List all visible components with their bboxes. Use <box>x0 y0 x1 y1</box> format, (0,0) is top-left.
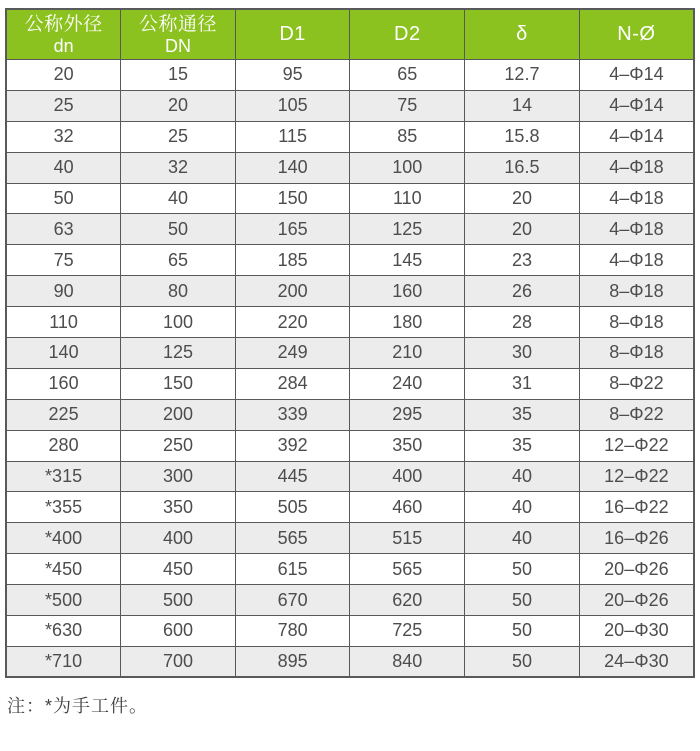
table-cell: 140 <box>235 152 350 183</box>
table-cell: *400 <box>6 523 121 554</box>
table-cell: 700 <box>121 646 236 677</box>
table-cell: 160 <box>350 276 465 307</box>
table-cell: 35 <box>465 399 580 430</box>
table-cell: 20 <box>465 214 580 245</box>
table-cell: 300 <box>121 461 236 492</box>
table-cell: 16–Φ22 <box>579 492 694 523</box>
table-cell: 31 <box>465 368 580 399</box>
table-cell: 65 <box>121 245 236 276</box>
table-cell: 840 <box>350 646 465 677</box>
table-cell: 50 <box>465 616 580 647</box>
table-cell: 28 <box>465 307 580 338</box>
table-cell: 80 <box>121 276 236 307</box>
column-subtitle: dn <box>53 35 74 56</box>
table-cell: 4–Φ14 <box>579 60 694 91</box>
table-cell: 15.8 <box>465 121 580 152</box>
table-cell: 14 <box>465 90 580 121</box>
table-cell: 50 <box>465 646 580 677</box>
column-subtitle: DN <box>164 35 191 56</box>
table-row <box>6 368 694 399</box>
table-cell: 565 <box>350 554 465 585</box>
table-cell: 65 <box>350 60 465 91</box>
table-cell: 26 <box>465 276 580 307</box>
table-cell: 600 <box>121 616 236 647</box>
table-cell: 20–Φ30 <box>579 616 694 647</box>
footnote: 注：*为手工件。 <box>7 696 149 717</box>
table-cell: 400 <box>121 523 236 554</box>
table-cell: 4–Φ14 <box>579 121 694 152</box>
table-cell: 20 <box>121 90 236 121</box>
table-cell: 4–Φ18 <box>579 183 694 214</box>
table-cell: 200 <box>121 399 236 430</box>
table-cell: 515 <box>350 523 465 554</box>
table-cell: 75 <box>6 245 121 276</box>
table-body <box>6 60 694 678</box>
table-cell: 445 <box>235 461 350 492</box>
table-cell: 16.5 <box>465 152 580 183</box>
table-cell: 12.7 <box>465 60 580 91</box>
table-cell: 225 <box>6 399 121 430</box>
table-row <box>6 585 694 616</box>
table-cell: 339 <box>235 399 350 430</box>
table-cell: 284 <box>235 368 350 399</box>
column-header-0 <box>6 9 121 60</box>
table-cell: 165 <box>235 214 350 245</box>
table-cell: *355 <box>6 492 121 523</box>
header-row <box>6 9 694 60</box>
table-row <box>6 338 694 369</box>
table-cell: 565 <box>235 523 350 554</box>
table-cell: 23 <box>465 245 580 276</box>
table-cell: 725 <box>350 616 465 647</box>
column-header-5 <box>579 9 694 60</box>
table-cell: 20 <box>6 60 121 91</box>
table-row <box>6 276 694 307</box>
table-cell: 40 <box>465 492 580 523</box>
table-cell: 50 <box>6 183 121 214</box>
table-cell: 140 <box>6 338 121 369</box>
column-title: 公称通径 <box>138 13 217 35</box>
column-title: δ <box>516 23 528 45</box>
table-cell: 505 <box>235 492 350 523</box>
table-row <box>6 461 694 492</box>
table-cell: 8–Φ18 <box>579 338 694 369</box>
table-cell: 25 <box>121 121 236 152</box>
column-title: D2 <box>394 23 421 45</box>
table-cell: 615 <box>235 554 350 585</box>
table-cell: 85 <box>350 121 465 152</box>
table-cell: 15 <box>121 60 236 91</box>
table-cell: 500 <box>121 585 236 616</box>
table-cell: 75 <box>350 90 465 121</box>
table-cell: 249 <box>235 338 350 369</box>
table-cell: 63 <box>6 214 121 245</box>
table-row <box>6 121 694 152</box>
column-header-2 <box>235 9 350 60</box>
table-cell: 280 <box>6 430 121 461</box>
column-header-3 <box>350 9 465 60</box>
table-cell: 30 <box>465 338 580 369</box>
table-cell: 24–Φ30 <box>579 646 694 677</box>
table-row <box>6 430 694 461</box>
table-cell: 50 <box>465 585 580 616</box>
table-cell: 35 <box>465 430 580 461</box>
table-row <box>6 183 694 214</box>
table-cell: 8–Φ18 <box>579 276 694 307</box>
table-cell: 50 <box>465 554 580 585</box>
dimension-spec-table <box>5 8 695 678</box>
table-cell: 145 <box>350 245 465 276</box>
table-cell: 400 <box>350 461 465 492</box>
table-cell: 20–Φ26 <box>579 554 694 585</box>
table-cell: 100 <box>121 307 236 338</box>
table-cell: 180 <box>350 307 465 338</box>
column-title: D1 <box>279 23 306 45</box>
table-cell: 250 <box>121 430 236 461</box>
table-row <box>6 616 694 647</box>
column-title: N-Ø <box>617 23 656 45</box>
table-cell: 32 <box>6 121 121 152</box>
table-cell: 8–Φ18 <box>579 307 694 338</box>
table-cell: 12–Φ22 <box>579 461 694 492</box>
column-header-4 <box>465 9 580 60</box>
table-cell: 4–Φ14 <box>579 90 694 121</box>
table-cell: 40 <box>6 152 121 183</box>
table-cell: 40 <box>121 183 236 214</box>
table-cell: 95 <box>235 60 350 91</box>
table-row <box>6 646 694 677</box>
table-row <box>6 399 694 430</box>
table-cell: 16–Φ26 <box>579 523 694 554</box>
table-cell: 8–Φ22 <box>579 368 694 399</box>
table-row <box>6 90 694 121</box>
table-cell: 150 <box>121 368 236 399</box>
table-row <box>6 307 694 338</box>
column-title: 公称外径 <box>24 13 103 35</box>
table-cell: 392 <box>235 430 350 461</box>
table-row <box>6 214 694 245</box>
table-cell: 110 <box>350 183 465 214</box>
table-cell: 670 <box>235 585 350 616</box>
table-cell: 8–Φ22 <box>579 399 694 430</box>
table-cell: 4–Φ18 <box>579 214 694 245</box>
table-cell: 240 <box>350 368 465 399</box>
table-cell: 160 <box>6 368 121 399</box>
table-cell: 200 <box>235 276 350 307</box>
table-cell: 20 <box>465 183 580 214</box>
table-cell: 32 <box>121 152 236 183</box>
table-cell: 25 <box>6 90 121 121</box>
table-cell: 460 <box>350 492 465 523</box>
table-cell: 125 <box>121 338 236 369</box>
table-cell: 185 <box>235 245 350 276</box>
table-cell: 4–Φ18 <box>579 245 694 276</box>
table-cell: 40 <box>465 461 580 492</box>
table-cell: 125 <box>350 214 465 245</box>
table-row <box>6 523 694 554</box>
table-row <box>6 492 694 523</box>
table-cell: 100 <box>350 152 465 183</box>
table-cell: 40 <box>465 523 580 554</box>
table-cell: 295 <box>350 399 465 430</box>
table-cell: 50 <box>121 214 236 245</box>
table-row <box>6 245 694 276</box>
table-cell: 350 <box>350 430 465 461</box>
table-cell: *450 <box>6 554 121 585</box>
table-row <box>6 60 694 91</box>
table-cell: 110 <box>6 307 121 338</box>
table-row <box>6 554 694 585</box>
table-cell: 620 <box>350 585 465 616</box>
table-cell: 450 <box>121 554 236 585</box>
table-header <box>6 9 694 60</box>
table-cell: *710 <box>6 646 121 677</box>
table-cell: 4–Φ18 <box>579 152 694 183</box>
table-cell: 895 <box>235 646 350 677</box>
table-cell: 780 <box>235 616 350 647</box>
table-cell: 210 <box>350 338 465 369</box>
table-cell: *500 <box>6 585 121 616</box>
table-cell: 220 <box>235 307 350 338</box>
table-cell: 12–Φ22 <box>579 430 694 461</box>
table-cell: 90 <box>6 276 121 307</box>
table-cell: 350 <box>121 492 236 523</box>
table-cell: 150 <box>235 183 350 214</box>
table-row <box>6 152 694 183</box>
table-cell: *630 <box>6 616 121 647</box>
table-cell: 115 <box>235 121 350 152</box>
table-cell: 20–Φ26 <box>579 585 694 616</box>
table-cell: *315 <box>6 461 121 492</box>
column-header-1 <box>121 9 236 60</box>
table-cell: 105 <box>235 90 350 121</box>
